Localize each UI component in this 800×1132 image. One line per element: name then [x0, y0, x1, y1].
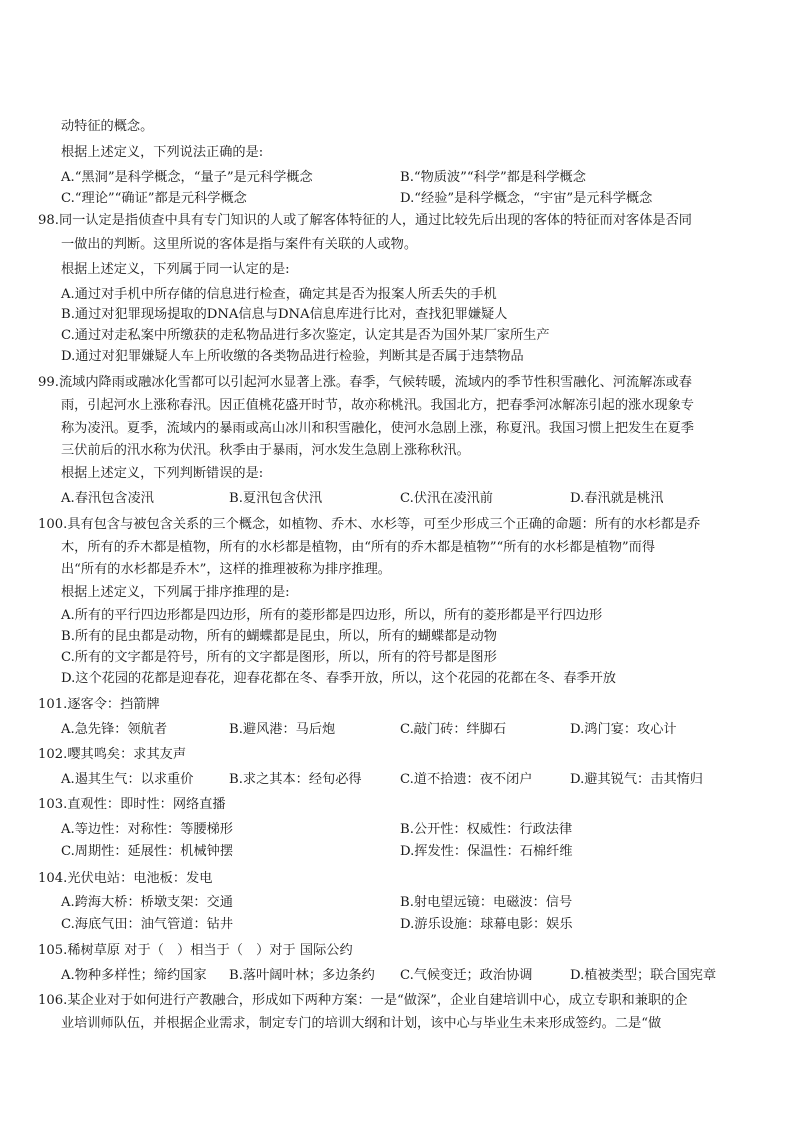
q103-option-d[interactable]: D.挥发性：保温性：石棉纤维	[400, 844, 573, 859]
q98-option-d[interactable]: D.通过对犯罪嫌疑人车上所收缴的各类物品进行检验，判断其是否属于违禁物品	[61, 349, 524, 364]
q97-option-c[interactable]: C.“理论”“确证”都是元科学概念	[61, 191, 247, 206]
q104-option-a[interactable]: A.跨海大桥：桥墩支架：交通	[61, 895, 233, 910]
q101-option-b[interactable]: B.避风港：马后炮	[229, 722, 336, 737]
q105-option-c[interactable]: C.气候变迁；政治协调	[400, 968, 533, 983]
q105-stem: 105.稀树草原 对于（ ）相当于（ ）对于 国际公约	[38, 943, 353, 958]
q99-option-b[interactable]: B.夏汛包含伏汛	[229, 491, 323, 506]
q104-option-c[interactable]: C.海底气田：油气管道：钻井	[61, 917, 234, 932]
q103-option-a[interactable]: A.等边性：对称性：等腰梯形	[61, 822, 233, 837]
q101-option-d[interactable]: D.鸿门宴：攻心计	[570, 722, 677, 737]
q100-prompt: 根据上述定义，下列属于排序推理的是:	[61, 585, 290, 600]
q97-prompt: 根据上述定义，下列说法正确的是:	[61, 145, 264, 160]
q101-stem: 101.逐客令：挡箭牌	[38, 697, 160, 712]
q99-option-d[interactable]: D.春汛就是桃汛	[570, 491, 664, 506]
q102-option-b[interactable]: B.求之其本：经旬必得	[229, 772, 362, 787]
q98-option-b[interactable]: B.通过对犯罪现场提取的DNA信息与DNA信息库进行比对，查找犯罪嫌疑人	[61, 307, 508, 322]
q99-stem-line1: 99.流域内降雨或融冰化雪都可以引起河水显著上涨。春季，气候转暖，流域内的季节性积雪融化、河流解冻或春	[38, 375, 692, 390]
q102-option-c[interactable]: C.道不拾遗：夜不闭户	[400, 772, 533, 787]
q97-option-b[interactable]: B.“物质波”“科学”都是科学概念	[400, 170, 586, 185]
q101-option-a[interactable]: A.急先锋：领航者	[61, 722, 168, 737]
q98-stem-line1: 98.同一认定是指侦查中具有专门知识的人或了解客体特征的人，通过比较先后出现的客体的特征而对客体是否同	[38, 213, 692, 228]
q98-prompt: 根据上述定义，下列属于同一认定的是:	[61, 262, 290, 277]
q100-stem-line2: 木，所有的乔木都是植物，所有的水杉都是植物，由“所有的乔木都是植物”“所有的水杉都是植物”而得	[61, 540, 656, 555]
q103-option-c[interactable]: C.周期性：延展性：机械钟摆	[61, 844, 234, 859]
q100-option-c[interactable]: C.所有的文字都是符号，所有的文字都是图形，所以，所有的符号都是图形	[61, 650, 497, 665]
q100-stem-line3: 出“所有的水杉都是乔木”，这样的推理被称为排序推理。	[61, 562, 391, 577]
q100-option-a[interactable]: A.所有的平行四边形都是四边形，所有的菱形都是四边形，所以，所有的菱形都是平行四边形	[61, 608, 603, 623]
q102-option-d[interactable]: D.避其锐气：击其惰归	[570, 772, 703, 787]
q98-stem-line2: 一做出的判断。这里所说的客体是指与案件有关联的人或物。	[61, 237, 418, 252]
q100-option-b[interactable]: B.所有的昆虫都是动物，所有的蝴蝶都是昆虫，所以，所有的蝴蝶都是动物	[61, 629, 497, 644]
q99-prompt: 根据上述定义，下列判断错误的是:	[61, 466, 264, 481]
q103-option-b[interactable]: B.公开性：权威性：行政法律	[400, 822, 573, 837]
q102-stem: 102.嘤其鸣矣：求其友声	[38, 747, 187, 762]
q104-option-b[interactable]: B.射电望远镜：电磁波：信号	[400, 895, 573, 910]
q99-option-a[interactable]: A.春汛包含凌汛	[61, 491, 154, 506]
q97-option-a[interactable]: A.“黑洞”是科学概念，“量子”是元科学概念	[61, 170, 313, 185]
q99-stem-line2: 雨，引起河水上涨称春汛。因正值桃花盛开时节，故亦称桃汛。我国北方，把春季河冰解冻引起的涨水现象专	[61, 398, 694, 413]
q101-option-c[interactable]: C.敲门砖：绊脚石	[400, 722, 507, 737]
q98-option-a[interactable]: A.通过对手机中所存储的信息进行检查，确定其是否为报案人所丢失的手机	[61, 287, 497, 302]
q105-option-d[interactable]: D.植被类型；联合国宪章	[570, 968, 717, 983]
q99-stem-line3: 称为凌汛。夏季，流域内的暴雨或高山冰川和积雪融化，使河水急剧上涨，称夏汛。我国习惯上把发生在夏季	[61, 421, 694, 436]
q106-stem-line2: 业培训师队伍，并根据企业需求，制定专门的培训大纲和计划，该中心与毕业生未来形成签约。二是“做	[61, 1016, 662, 1031]
q105-option-a[interactable]: A.物种多样性；缔约国家	[61, 968, 207, 983]
q102-option-a[interactable]: A.遏其生气：以求重价	[61, 772, 194, 787]
q104-stem: 104.光伏电站：电池板：发电	[38, 871, 213, 886]
q106-stem-line1: 106.某企业对于如何进行产教融合，形成如下两种方案：一是“做深”，企业自建培训中心，成立专职和兼职的企	[38, 993, 688, 1008]
q97-option-d[interactable]: D.“经验”是科学概念，“宇宙”是元科学概念	[400, 191, 653, 206]
q103-stem: 103.直观性：即时性：网络直播	[38, 797, 226, 812]
q97-stem-continuation: 动特征的概念。	[61, 119, 154, 134]
q99-stem-line4: 三伏前后的汛水称为伏汛。秋季由于暴雨，河水发生急剧上涨称秋汛。	[61, 443, 470, 458]
q100-stem-line1: 100.具有包含与被包含关系的三个概念，如植物、乔木、水杉等，可至少形成三个正确的命题：所有的水杉都是乔	[38, 517, 701, 532]
q99-option-c[interactable]: C.伏汛在凌汛前	[400, 491, 493, 506]
q100-option-d[interactable]: D.这个花园的花都是迎春花，迎春花都在冬、春季开放，所以，这个花园的花都在冬、春季开放	[61, 671, 616, 686]
q98-option-c[interactable]: C.通过对走私案中所缴获的走私物品进行多次鉴定，认定其是否为国外某厂家所生产	[61, 328, 550, 343]
q104-option-d[interactable]: D.游乐设施：球幕电影：娱乐	[400, 917, 573, 932]
q105-option-b[interactable]: B.落叶阔叶林；多边条约	[229, 968, 375, 983]
